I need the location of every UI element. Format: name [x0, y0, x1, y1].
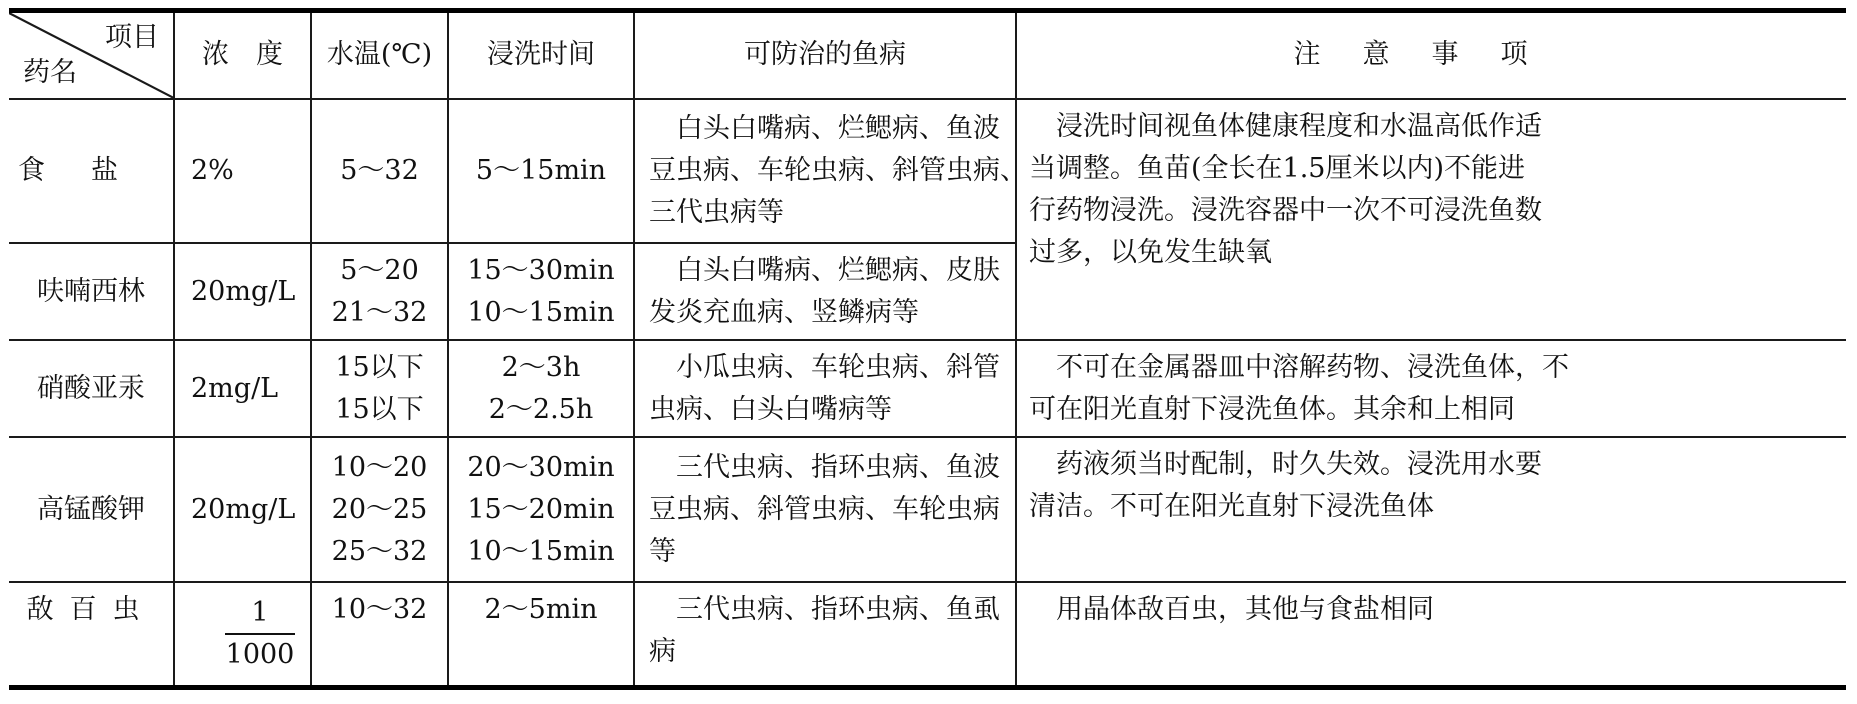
drug-name: 硝酸亚汞 [9, 340, 174, 437]
concentration-cell: 20mg/L [174, 437, 311, 582]
corner-label-item: 项目 [105, 22, 159, 53]
table-row [9, 582, 1846, 688]
header-diseases: 可防治的鱼病 [634, 11, 1016, 99]
corner-label-drug: 药名 [23, 56, 77, 88]
notes-text: 药液须当时配制，时久失效。浸洗用水要 清洁。不可在阳光直射下浸洗鱼体 [1029, 449, 1542, 523]
notes-text: 浸洗时间视鱼体健康程度和水温高低作适 当调整。鱼苗(全长在1.5厘米以内)不能进 行药物浸洗。浸洗容器中一次不可浸洗鱼数 过多，以免发生缺氧 [1029, 110, 1542, 268]
drug-name: 高锰酸钾 [9, 437, 174, 582]
header-row [9, 11, 1846, 99]
diseases-cell [634, 243, 1016, 340]
concentration-cell: 20mg/L [174, 243, 311, 340]
drug-name: 呋喃西林 [9, 243, 174, 340]
diseases-cell [634, 340, 1016, 437]
header-water-temp: 水温(℃) [311, 11, 448, 99]
fraction-denominator: 1000 [225, 639, 295, 671]
wash-time-cell: 5～15min [448, 99, 634, 244]
corner-header-cell [9, 11, 174, 99]
diseases-text: 三代虫病、指环虫病、鱼虱 病 [649, 593, 1000, 667]
water-temp-cell: 10～32 [311, 582, 448, 688]
water-temp-cell: 10～20 20～25 25～32 [311, 437, 448, 582]
notes-cell [1016, 582, 1846, 688]
concentration-cell: 2mg/L [174, 340, 311, 437]
notes-text: 用晶体敌百虫，其他与食盐相同 [1029, 593, 1434, 625]
notes-cell [1016, 340, 1846, 437]
drug-name: 敌百虫 [9, 582, 174, 688]
diseases-cell [634, 582, 1016, 688]
wash-time-cell: 20～30min 15～20min 10～15min [448, 437, 634, 582]
drug-name: 食盐 [9, 99, 174, 244]
water-temp-cell: 5～32 [311, 99, 448, 244]
header-notes: 注意事项 [1016, 11, 1846, 99]
water-temp-cell: 15以下 15以下 [311, 340, 448, 437]
concentration-cell [174, 582, 311, 688]
concentration-cell: 2% [174, 99, 311, 244]
diseases-cell [634, 437, 1016, 582]
diseases-cell [634, 99, 1027, 244]
table-row [9, 99, 1846, 244]
diseases-text: 白头白嘴病、烂鳃病、鱼波 豆虫病、车轮虫病、斜管虫病、 三代虫病等 [649, 112, 1027, 228]
header-concentration: 浓 度 [174, 11, 311, 99]
header-wash-time: 浸洗时间 [448, 11, 634, 99]
diseases-text: 三代虫病、指环虫病、鱼波 豆虫病、斜管虫病、车轮虫病 等 [649, 451, 1000, 567]
wash-time-cell: 2～5min [448, 582, 634, 688]
fraction-numerator: 1 [251, 597, 269, 629]
notes-text: 不可在金属器皿中溶解药物、浸洗鱼体，不 可在阳光直射下浸洗鱼体。其余和上相同 [1029, 351, 1569, 425]
water-temp-cell: 5～20 21～32 [311, 243, 448, 340]
concentration-fraction [225, 593, 295, 675]
notes-cell [1016, 437, 1846, 582]
table-row [9, 340, 1846, 437]
diseases-text: 小瓜虫病、车轮虫病、斜管 虫病、白头白嘴病等 [649, 351, 1000, 425]
wash-time-cell: 2～3h 2～2.5h [448, 340, 634, 437]
wash-time-cell: 15～30min 10～15min [448, 243, 634, 340]
table-row [9, 437, 1846, 582]
diseases-text: 白头白嘴病、烂鳃病、皮肤 发炎充血病、竖鳞病等 [649, 254, 1000, 328]
fish-medicine-table [9, 8, 1846, 690]
notes-cell [1016, 99, 1846, 341]
